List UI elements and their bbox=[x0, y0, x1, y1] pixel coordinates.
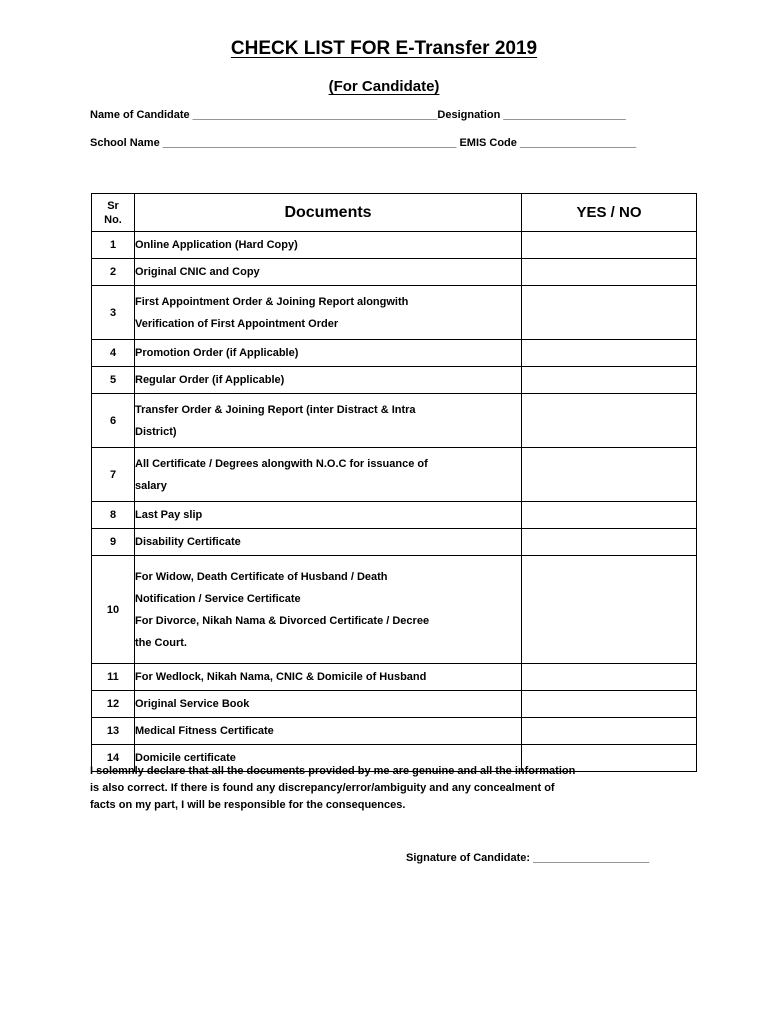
row-document-name bbox=[135, 394, 522, 448]
row-yes-no-cell bbox=[522, 718, 697, 745]
documents-header: Documents bbox=[135, 194, 522, 232]
document-text-line: Last Pay slip bbox=[135, 509, 203, 521]
candidate-name-designation-line: Name of Candidate ________________________________________Designation ____________________ bbox=[90, 109, 626, 121]
page-title: CHECK LIST FOR E-Transfer 2019 bbox=[230, 38, 538, 59]
table-row bbox=[92, 718, 697, 745]
row-yes-no-cell bbox=[522, 691, 697, 718]
document-text-line: Original Service Book bbox=[135, 698, 250, 710]
row-yes-no-cell bbox=[522, 502, 697, 529]
sr-header-line2: No. bbox=[104, 213, 122, 226]
table-row bbox=[92, 259, 697, 286]
declaration-line: I solemnly declare that all the documents provided by me are genuine and all the information bbox=[90, 765, 576, 777]
table-row bbox=[92, 286, 697, 340]
row-document-name bbox=[135, 340, 522, 367]
document-text-line: First Appointment Order & Joining Report alongwith bbox=[135, 295, 409, 308]
table-row bbox=[92, 556, 697, 664]
row-yes-no-cell bbox=[522, 232, 697, 259]
document-text-line: Regular Order (if Applicable) bbox=[135, 374, 285, 386]
row-document-name bbox=[135, 691, 522, 718]
row-sr-number: 7 bbox=[92, 448, 135, 502]
row-document-name bbox=[135, 232, 522, 259]
row-yes-no-cell bbox=[522, 259, 697, 286]
table-row bbox=[92, 367, 697, 394]
row-sr-number: 11 bbox=[92, 664, 135, 691]
row-sr-number: 9 bbox=[92, 529, 135, 556]
row-yes-no-cell bbox=[522, 448, 697, 502]
row-document-name bbox=[135, 529, 522, 556]
declaration-text bbox=[90, 763, 690, 814]
row-document-name bbox=[135, 286, 522, 340]
school-name-emis-line: School Name ________________________________________________ EMIS Code ___________________ bbox=[90, 137, 637, 149]
document-text-line: All Certificate / Degrees alongwith N.O.C for issuance of bbox=[135, 457, 428, 470]
table-row bbox=[92, 664, 697, 691]
row-document-name bbox=[135, 448, 522, 502]
row-document-name bbox=[135, 556, 522, 664]
document-text-line: Promotion Order (if Applicable) bbox=[135, 347, 299, 359]
row-sr-number: 4 bbox=[92, 340, 135, 367]
document-text-line: Verification of First Appointment Order bbox=[135, 317, 339, 330]
row-sr-number: 12 bbox=[92, 691, 135, 718]
row-yes-no-cell bbox=[522, 556, 697, 664]
row-document-name bbox=[135, 718, 522, 745]
table-header-row bbox=[92, 194, 697, 232]
document-text-line: Disability Certificate bbox=[135, 536, 241, 548]
row-yes-no-cell bbox=[522, 529, 697, 556]
row-sr-number: 13 bbox=[92, 718, 135, 745]
row-sr-number: 5 bbox=[92, 367, 135, 394]
row-document-name bbox=[135, 259, 522, 286]
document-text-line: Notification / Service Certificate bbox=[135, 592, 301, 605]
table-row bbox=[92, 340, 697, 367]
document-text-line: For Widow, Death Certificate of Husband / Death bbox=[135, 570, 388, 583]
yes-no-header: YES / NO bbox=[522, 194, 697, 232]
signature-line: Signature of Candidate: ___________________ bbox=[406, 852, 650, 864]
row-yes-no-cell bbox=[522, 664, 697, 691]
sr-header-line1: Sr bbox=[107, 199, 119, 212]
document-text-line: salary bbox=[135, 479, 167, 492]
row-sr-number: 3 bbox=[92, 286, 135, 340]
row-yes-no-cell bbox=[522, 394, 697, 448]
document-text-line: Online Application (Hard Copy) bbox=[135, 239, 298, 251]
table-row bbox=[92, 691, 697, 718]
row-yes-no-cell bbox=[522, 286, 697, 340]
declaration-line: is also correct. If there is found any discrepancy/error/ambiguity and any concealment of bbox=[90, 782, 555, 794]
row-document-name bbox=[135, 502, 522, 529]
document-text-line: District) bbox=[135, 425, 177, 438]
document-text-line: Original CNIC and Copy bbox=[135, 266, 260, 278]
table-row bbox=[92, 502, 697, 529]
document-text-line: For Divorce, Nikah Nama & Divorced Certificate / Decree bbox=[135, 614, 430, 627]
row-sr-number: 8 bbox=[92, 502, 135, 529]
sr-no-header bbox=[92, 194, 135, 232]
row-yes-no-cell bbox=[522, 367, 697, 394]
page-subtitle: (For Candidate) bbox=[328, 78, 440, 95]
table-row bbox=[92, 529, 697, 556]
documents-checklist-table bbox=[91, 193, 697, 772]
document-text-line: For Wedlock, Nikah Nama, CNIC & Domicile of Husband bbox=[135, 671, 427, 683]
row-document-name bbox=[135, 367, 522, 394]
document-text-line: Domicile certificate bbox=[135, 752, 236, 764]
row-sr-number: 10 bbox=[92, 556, 135, 664]
document-text-line: Transfer Order & Joining Report (inter Distract & Intra bbox=[135, 403, 416, 416]
table-row bbox=[92, 232, 697, 259]
row-sr-number: 1 bbox=[92, 232, 135, 259]
row-yes-no-cell bbox=[522, 340, 697, 367]
document-text-line: the Court. bbox=[135, 636, 187, 649]
row-document-name bbox=[135, 664, 522, 691]
row-sr-number: 6 bbox=[92, 394, 135, 448]
row-sr-number: 14 bbox=[92, 745, 135, 772]
table-row bbox=[92, 448, 697, 502]
row-sr-number: 2 bbox=[92, 259, 135, 286]
table-row bbox=[92, 394, 697, 448]
declaration-line: facts on my part, I will be responsible for the consequences. bbox=[90, 799, 406, 811]
document-text-line: Medical Fitness Certificate bbox=[135, 725, 274, 737]
